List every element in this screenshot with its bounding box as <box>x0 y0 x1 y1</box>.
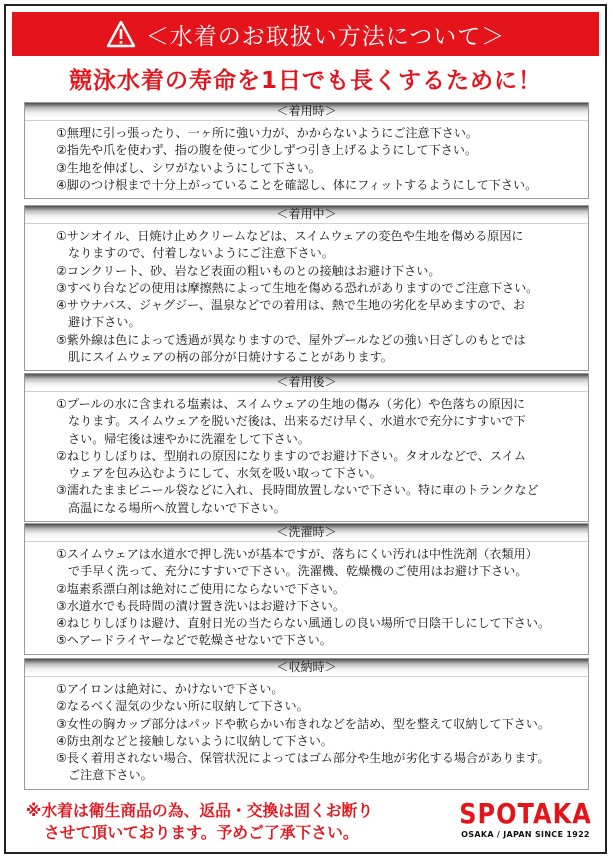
list-item: ③すべり台などの使用は摩擦熱によって生地を傷める恐れがありますのでご注意下さい。 <box>56 280 539 295</box>
return-policy-note <box>26 800 446 844</box>
section-heading: ＜着用時＞ <box>25 103 588 121</box>
warning-icon <box>106 20 136 48</box>
list-item: なりますので、付着しないようにご注意下さい。 <box>68 246 334 261</box>
page-subtitle: 競泳水着の寿命を1日でも長くするために！ <box>68 68 542 94</box>
section-heading: ＜収納時＞ <box>25 659 588 677</box>
list-item: ②コンクリート、砂、岩など表面の粗いものとの接触はお避け下さい。 <box>56 263 441 278</box>
section-in-use <box>24 205 589 371</box>
list-item: ③濡れたままビニール袋などに入れ、長時間放置しないで下さい。特に車のトランクなど <box>56 483 539 498</box>
list-item: 避け下さい。 <box>68 315 141 330</box>
section-storage <box>24 658 589 790</box>
section-heading: ＜洗濯時＞ <box>25 524 588 542</box>
list-item: ①無理に引っ張ったり、一ヶ所に強い力が、かからないようにご注意下さい。 <box>56 126 479 140</box>
note-line-1: ※水着は衛生商品の為、返品・交換は固くお断り <box>26 801 374 820</box>
list-item: ①アイロンは絶対に、かけないで下さい。 <box>56 682 284 696</box>
list-item: ④ねじりしぼりは避け、直射日光の当たらない風通しの良い場所で日陰干しにして下さい。 <box>56 616 551 631</box>
list-item: ①プールの水に含まれる塩素は、スイムウェアの生地の傷み（劣化）や色落ちの原因に <box>56 397 526 411</box>
list-item: ⑤紫外線は色によって透過が異なりますので、屋外プールなどの強い日ざしのもとでは <box>56 332 526 347</box>
instruction-sheet <box>4 4 607 854</box>
list-item: ②塩素系漂白剤は絶対にご使用にならないで下さい。 <box>56 581 345 596</box>
list-item: ⑤長く着用されない場合、保管状況によってはゴム部分や生地が劣化する場合があります。 <box>56 751 550 766</box>
logo-brand: SPOTAKA <box>459 797 592 831</box>
list-item: ⑤ヘアードライヤーなどで乾燥させないで下さい。 <box>56 633 332 648</box>
section-washing <box>24 523 589 655</box>
list-item: 高温になる場所へ放置しないで下さい。 <box>68 500 286 515</box>
section-heading: ＜着用中＞ <box>25 206 588 224</box>
list-item: ①サンオイル、日焼け止めクリームなどは、スイムウェアの変色や生地を傷める原因に <box>56 229 524 243</box>
list-item: で手早く洗って、充分にすすいで下さい。洗濯機、乾燥機のご使用はお避け下さい。 <box>68 564 528 579</box>
list-item: ②指先や爪を使わず、指の腹を使って少しずつ引き上げるようにして下さい。 <box>56 143 478 158</box>
list-item: ③生地を伸ばし、シワがないようにして下さい。 <box>56 160 321 175</box>
list-item: ②ねじりしぼりは、型崩れの原因になりますのでお避け下さい。タオルなどで、スイム <box>56 448 526 463</box>
list-item: ご注意下さい。 <box>68 768 153 783</box>
section-heading: ＜着用後＞ <box>25 374 588 392</box>
list-item: ④脚のつけ根まで十分上がっていることを確認し、体にフィットするようにして下さい。 <box>56 177 538 192</box>
list-item: ④サウナバス、ジャグジー、温泉などでの着用は、熱で生地の劣化を早めますので、お <box>56 298 526 313</box>
list-item: ①スイムウェアは水道水で押し洗いが基本ですが、落ちにくい汚れは中性洗剤（衣類用） <box>56 547 538 561</box>
banner-title: ＜水着のお取扱い方法について＞ <box>145 23 506 50</box>
list-item: ウェアを包み込むようにして、水気を吸い取って下さい。 <box>68 466 382 481</box>
list-item: ②なるべく湿気の少ない所に収納して下さい。 <box>56 699 309 714</box>
list-item: ③水道水でも長時間の漬け置き洗いはお避け下さい。 <box>56 598 345 613</box>
logo-tagline: OSAKA / JAPAN SINCE 1922 <box>461 830 590 839</box>
section-after-use <box>24 373 589 522</box>
list-item: ③女性の胸カップ部分はパッドや軟らかい布きれなどを詰め、型を整えて収納して下さい。 <box>56 716 550 731</box>
list-item: 肌にスイムウェアの柄の部分が日焼けすることがあります。 <box>68 350 393 365</box>
list-item: なります。スイムウェアを脱いだ後は、出来るだけ早く、水道水で充分にすすいで下 <box>68 414 526 429</box>
list-item: ④防虫剤などと接触しないように収納して下さい。 <box>56 733 333 748</box>
spotaka-logo <box>458 797 593 840</box>
section-wearing <box>24 102 589 199</box>
list-item: さい。帰宅後は速やかに洗濯をして下さい。 <box>68 431 310 446</box>
note-line-2: させて頂いております。予めご了承下さい。 <box>44 823 359 842</box>
title-banner <box>12 12 599 56</box>
